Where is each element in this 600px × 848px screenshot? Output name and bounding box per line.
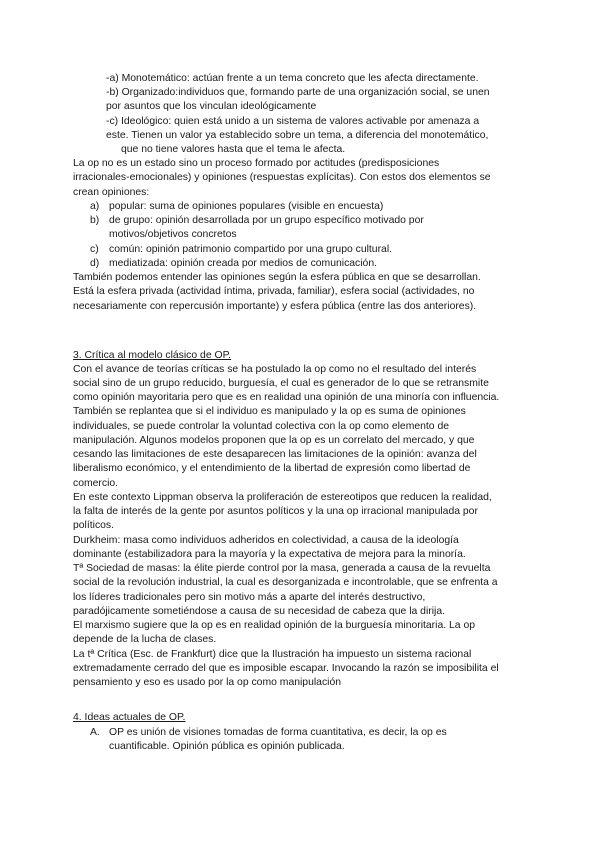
section-3-line: Durkheim: masa como individuos adheridos en colectividad, a causa de la ideología — [73, 535, 459, 546]
section-3-line: políticos. — [73, 520, 115, 531]
section-3-line: Con el avance de teorías críticas se ha postulado la op como no el resultado del interés — [73, 364, 477, 375]
list-marker-A: A. — [90, 727, 100, 738]
section-3-line: como opinión mayoritaria pero que es en realidad una opinión de una minoría con influencia. — [73, 392, 500, 403]
item-monotematico-line-1: -a) Monotemático: actúan frente a un tema concreto que les afecta directamente. — [106, 73, 479, 84]
section-3-line: extremadamente cerrado del que es imposible escapar. Invocando la razón se imposibilita el — [73, 663, 499, 674]
section-3-line: cesando las limitaciones de este desaparecen las limitaciones de la opinión: avanza del — [73, 449, 477, 460]
section-3-line: También se replantea que si el individuo es manipulado y la op es suma de opiniones — [73, 406, 466, 417]
section-3-line: individuales, se puede controlar la voluntad colectiva con la op como elemento de — [73, 421, 450, 432]
section-3-heading: 3. Crítica al modelo clásico de OP. — [73, 350, 232, 361]
paragraph-2-line-1: También podemos entender las opiniones según la esfera pública en que se desarrollan. — [73, 272, 481, 283]
list-marker-d: d) — [90, 258, 100, 269]
section-3-line: pensamiento y eso es usado por la op como manipulación — [73, 677, 342, 688]
paragraph-1-line-3: crean opiniones: — [73, 187, 150, 198]
op-type-comun: común: opinión patrimonio compartido por una grupo cultural. — [109, 244, 393, 255]
list-marker-a: a) — [90, 201, 100, 212]
section-3-line: dominante (estabilizadora para la mayoría y la expectativa de mejora para la minoría. — [73, 549, 466, 560]
list-marker-c: c) — [90, 244, 99, 255]
section-4-item-line-2: cuantificable. Opinión pública es opinión publicada. — [109, 741, 345, 752]
section-3-line: social de la revolución industrial, la cual es desorganizada e incontrolable, que se enfrenta a — [73, 577, 498, 588]
paragraph-1-line-2: irracionales-emocionales) y opiniones (respuestas explícitas). Con estos dos elementos se — [73, 172, 491, 183]
op-type-mediatizada: mediatizada: opinión creada por medios de comunicación. — [109, 258, 378, 269]
section-3-line: En este contexto Lippman observa la proliferación de estereotipos que reducen la realidad, — [73, 492, 492, 503]
section-3-line: manipulación. Algunos modelos proponen que la op es un correlato del mercado, y que — [73, 435, 475, 446]
section-4-item-line-1: OP es unión de visiones tomadas de forma cuantitativa, es decir, la op es — [109, 727, 447, 738]
paragraph-2-line-3: necesariamente con repercusión importante) y esfera pública (entre las dos anteriores). — [73, 301, 477, 312]
section-3-line: los líderes tradicionales pero sin motivo más a aparte del interés destructivo, — [73, 592, 426, 603]
section-3-line: la falta de interés de la gente por asuntos políticos y la una op irracional manipulada por — [73, 506, 478, 517]
section-3-line: paradójicamente sometiéndose a causa de su necesidad de cabeza que la dirija. — [73, 606, 445, 617]
section-3-line: La tª Crítica (Esc. de Frankfurt) dice que la Ilustración ha impuesto un sistema racional — [73, 649, 472, 660]
section-3-line: depende de la lucha de clases. — [73, 634, 217, 645]
list-marker-b: b) — [90, 215, 100, 226]
section-4-heading: 4. Ideas actuales de OP. — [73, 712, 186, 723]
paragraph-2-line-2: Está la esfera privada (actividad íntima, privada, familiar), esfera social (actividades, no — [73, 286, 475, 297]
section-3-line: comercio. — [73, 478, 119, 489]
op-type-grupo-line-1: de grupo: opinión desarrollada por un grupo específico motivado por — [109, 215, 424, 226]
op-type-popular: popular: suma de opiniones populares (visible en encuesta) — [109, 201, 384, 212]
paragraph-1-line-1: La op no es un estado sino un proceso formado por actitudes (predisposiciones — [73, 158, 440, 169]
item-ideologico-line-3: que no tiene valores hasta que el tema le afecta. — [121, 144, 346, 155]
item-organizado-line-1: -b) Organizado:individuos que, formando parte de una organización social, se unen — [106, 87, 490, 98]
section-3-line: El marxismo sugiere que la op es en realidad opinión de la burguesía minoritaria. La op — [73, 620, 476, 631]
section-3-line: social sino de un grupo reducido, burguesía, el cual es generador de lo que se retransmite — [73, 378, 489, 389]
item-ideologico-line-2: este. Tienen un valor ya establecido sobre un tema, a diferencia del monotemático, — [106, 130, 489, 141]
section-3-line: Tª Sociedad de masas: la élite pierde control por la masa, generada a causa de la revuelta — [73, 563, 491, 574]
item-organizado-line-2: por asuntos que los vinculan ideológicamente — [106, 101, 317, 112]
item-ideologico-line-1: -c) Ideológico: quien está unido a un sistema de valores activable por amenaza a — [106, 116, 480, 127]
op-type-grupo-line-2: motivos/objetivos concretos — [109, 229, 237, 240]
section-3-line: liberalismo económico, y el entendimiento de la libertad de expresión como libertad de — [73, 463, 471, 474]
